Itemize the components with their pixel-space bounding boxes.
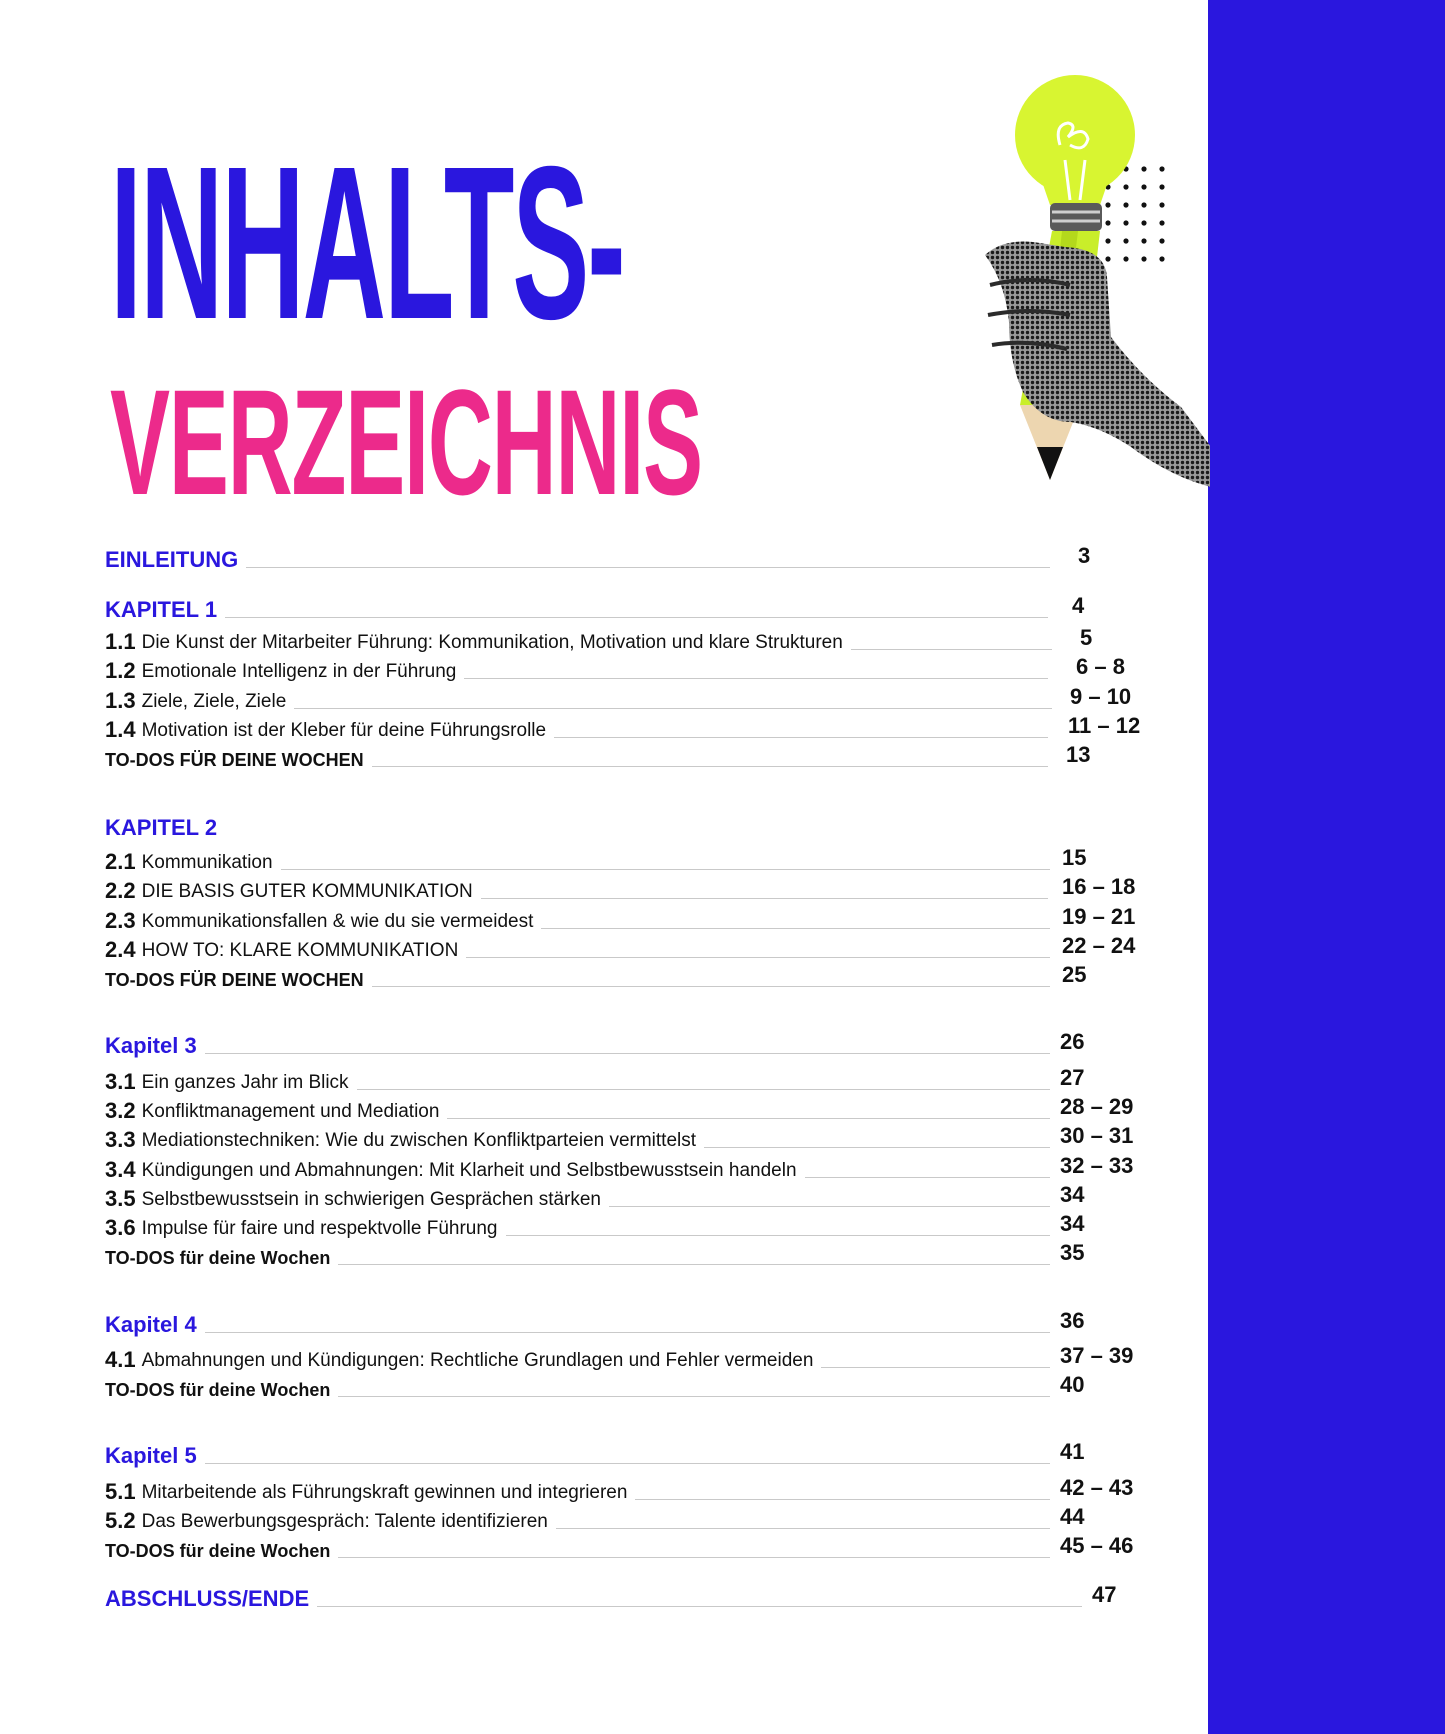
toc-leader-line bbox=[481, 898, 1048, 899]
toc-item-row[interactable] bbox=[105, 1093, 1058, 1123]
toc-page-number: 15 bbox=[1062, 845, 1087, 870]
toc-leader-line bbox=[821, 1367, 1050, 1368]
toc-item-number: 2.1 bbox=[105, 849, 136, 874]
toc-entry-label: Ein ganzes Jahr im Blick bbox=[141, 1072, 349, 1093]
toc-entry-label: Mitarbeitende als Führungskraft gewinnen und integrieren bbox=[141, 1482, 628, 1503]
toc-chapter-row[interactable] bbox=[105, 1581, 1090, 1611]
toc-page-number: 44 bbox=[1060, 1504, 1085, 1529]
toc-chapter-row[interactable] bbox=[105, 592, 1056, 622]
toc-entry-label: TO-DOS für deine Wochen bbox=[105, 1248, 331, 1268]
toc-entry-label: Emotionale Intelligenz in der Führung bbox=[141, 661, 457, 682]
toc-page-number: 34 bbox=[1060, 1182, 1085, 1207]
toc-leader-line bbox=[205, 1053, 1050, 1054]
toc-todo-row[interactable] bbox=[105, 961, 1058, 991]
toc-item-row[interactable] bbox=[105, 932, 1058, 962]
toc-page-number: 28 – 29 bbox=[1060, 1094, 1134, 1119]
toc-page-number: 11 – 12 bbox=[1068, 713, 1141, 738]
toc-entry-label: Mediationstechniken: Wie du zwischen Konfliktparteien vermittelst bbox=[141, 1130, 697, 1151]
toc-leader-line bbox=[338, 1396, 1050, 1397]
toc-leader-line bbox=[447, 1118, 1050, 1119]
toc-item-number: 5.2 bbox=[105, 1508, 136, 1533]
toc-item-row[interactable] bbox=[105, 1503, 1058, 1533]
toc-leader-line bbox=[294, 708, 1052, 709]
toc-leader-line bbox=[372, 766, 1048, 767]
toc-entry-label: KAPITEL 1 bbox=[105, 597, 218, 622]
toc-entry-label: TO-DOS für deine Wochen bbox=[105, 1541, 331, 1561]
toc-item-row[interactable] bbox=[105, 903, 1058, 933]
toc-item-number: 3.1 bbox=[105, 1069, 136, 1094]
toc-item-row[interactable] bbox=[105, 624, 1060, 654]
toc-page-number: 27 bbox=[1060, 1065, 1085, 1090]
toc-entry-label: Abmahnungen und Kündigungen: Rechtliche Grundlagen und Fehler vermeiden bbox=[141, 1350, 814, 1371]
toc-entry-label: HOW TO: KLARE KOMMUNIKATION bbox=[141, 940, 459, 961]
toc-item-row[interactable] bbox=[105, 1152, 1058, 1182]
toc-page-number: 45 – 46 bbox=[1060, 1533, 1134, 1558]
toc-entry-label: Die Kunst der Mitarbeiter Führung: Kommunikation, Motivation und klare Strukturen bbox=[141, 632, 843, 653]
toc-todo-row[interactable] bbox=[105, 1371, 1058, 1401]
toc-item-row[interactable] bbox=[105, 712, 1056, 742]
toc-leader-line bbox=[609, 1206, 1050, 1207]
toc-chapter-row[interactable] bbox=[105, 1307, 1058, 1337]
toc-page-number: 3 bbox=[1078, 543, 1091, 568]
title-line-2: VERZEICHNIS bbox=[110, 358, 702, 526]
toc-leader-line bbox=[556, 1528, 1050, 1529]
toc-entry-label: TO-DOS für deine Wochen bbox=[105, 1380, 331, 1400]
toc-page-number: 6 – 8 bbox=[1076, 654, 1125, 679]
toc-item-row[interactable] bbox=[105, 1122, 1058, 1152]
toc-leader-line bbox=[338, 1557, 1050, 1558]
toc-entry-label: Kapitel 5 bbox=[105, 1443, 197, 1468]
toc-leader-line bbox=[246, 567, 1050, 568]
toc-item-row[interactable] bbox=[105, 1342, 1058, 1372]
toc-page-number: 42 – 43 bbox=[1060, 1475, 1134, 1500]
toc-leader-line bbox=[541, 928, 1050, 929]
toc-leader-line bbox=[635, 1499, 1050, 1500]
toc-todo-row[interactable] bbox=[105, 1532, 1058, 1562]
toc-page-number: 32 – 33 bbox=[1060, 1153, 1134, 1178]
toc-entry-label: Kündigungen und Abmahnungen: Mit Klarheit und Selbstbewusstsein handeln bbox=[141, 1160, 797, 1181]
toc-entry-label: EINLEITUNG bbox=[105, 547, 239, 572]
toc-item-row[interactable] bbox=[105, 1064, 1058, 1094]
toc-leader-line bbox=[205, 1463, 1050, 1464]
toc-item-number: 3.6 bbox=[105, 1215, 136, 1240]
toc-page-number: 41 bbox=[1060, 1439, 1085, 1464]
toc-leader-line bbox=[466, 957, 1050, 958]
toc-item-number: 3.3 bbox=[105, 1127, 136, 1152]
toc-page-number: 5 bbox=[1080, 625, 1093, 650]
toc-entry-label: Kommunikationsfallen & wie du sie vermeidest bbox=[141, 911, 534, 932]
toc-entry-label: Kapitel 4 bbox=[105, 1312, 197, 1337]
toc-entry-label: KAPITEL 2 bbox=[105, 815, 218, 840]
toc-item-row[interactable] bbox=[105, 844, 1058, 874]
toc-entry-label: ABSCHLUSS/ENDE bbox=[105, 1586, 310, 1611]
toc-entry-label: Das Bewerbungsgespräch: Talente identifizieren bbox=[141, 1511, 548, 1532]
toc-entry-label: Motivation ist der Kleber für deine Führungsrolle bbox=[141, 720, 547, 741]
sidebar-color-bar bbox=[1208, 0, 1445, 1734]
toc-item-number: 2.4 bbox=[105, 937, 136, 962]
toc-page-number: 36 bbox=[1060, 1308, 1085, 1333]
toc-entry-label: Kommunikation bbox=[141, 852, 273, 873]
toc-page-number: 9 – 10 bbox=[1070, 684, 1132, 709]
toc-chapter-row[interactable] bbox=[105, 542, 1058, 572]
toc-leader-line bbox=[338, 1264, 1050, 1265]
toc-leader-line bbox=[464, 678, 1048, 679]
toc-item-number: 1.2 bbox=[105, 658, 136, 683]
toc-item-number: 3.4 bbox=[105, 1157, 136, 1182]
toc-chapter-row[interactable] bbox=[105, 1438, 1058, 1468]
toc-leader-line bbox=[205, 1332, 1050, 1333]
toc-item-row[interactable] bbox=[105, 653, 1056, 683]
toc-item-number: 3.2 bbox=[105, 1098, 136, 1123]
toc-page-number: 4 bbox=[1072, 593, 1085, 618]
toc-leader-line bbox=[851, 649, 1052, 650]
toc-item-number: 4.1 bbox=[105, 1347, 136, 1372]
toc-item-number: 2.3 bbox=[105, 908, 136, 933]
toc-page-number: 13 bbox=[1066, 742, 1091, 767]
toc-item-row[interactable] bbox=[105, 683, 1060, 713]
toc-todo-row[interactable] bbox=[105, 1239, 1058, 1269]
toc-entry-label: Selbstbewusstsein in schwierigen Gesprächen stärken bbox=[141, 1189, 601, 1210]
toc-page-number: 22 – 24 bbox=[1062, 933, 1136, 958]
toc-page-number: 30 – 31 bbox=[1060, 1123, 1134, 1148]
toc-entry-label: Ziele, Ziele, Ziele bbox=[141, 691, 287, 712]
toc-leader-line bbox=[317, 1606, 1082, 1607]
toc-entry-label: DIE BASIS GUTER KOMMUNIKATION bbox=[141, 881, 473, 902]
toc-item-number: 3.5 bbox=[105, 1186, 136, 1211]
toc-leader-line bbox=[506, 1235, 1050, 1236]
toc-item-row[interactable] bbox=[105, 1474, 1058, 1504]
toc-page-number: 37 – 39 bbox=[1060, 1343, 1134, 1368]
toc-page-number: 40 bbox=[1060, 1372, 1085, 1397]
toc-leader-line bbox=[554, 737, 1048, 738]
toc-entry-label: Impulse für faire und respektvolle Führung bbox=[141, 1218, 498, 1239]
toc-item-row[interactable] bbox=[105, 1210, 1058, 1240]
toc-todo-row[interactable] bbox=[105, 741, 1056, 771]
title-line-1: INHALTS- bbox=[110, 122, 624, 365]
toc-item-number: 1.4 bbox=[105, 717, 136, 742]
toc-page-number: 16 – 18 bbox=[1062, 874, 1136, 899]
toc-leader-line bbox=[372, 986, 1050, 987]
toc-item-row[interactable] bbox=[105, 1181, 1058, 1211]
toc-page-number: 19 – 21 bbox=[1062, 904, 1136, 929]
toc-entry-label: Konfliktmanagement und Mediation bbox=[141, 1101, 440, 1122]
toc-leader-line bbox=[357, 1089, 1050, 1090]
toc-leader-line bbox=[805, 1177, 1050, 1178]
toc-entry-label: TO-DOS FÜR DEINE WOCHEN bbox=[105, 970, 364, 990]
toc-entry-label: Kapitel 3 bbox=[105, 1033, 197, 1058]
toc-item-number: 1.1 bbox=[105, 629, 136, 654]
toc-leader-line bbox=[704, 1147, 1050, 1148]
toc-leader-line bbox=[225, 617, 1048, 618]
toc-page-number: 34 bbox=[1060, 1211, 1085, 1236]
toc-item-row[interactable] bbox=[105, 873, 1056, 903]
toc-chapter-row[interactable] bbox=[105, 810, 1060, 840]
toc-page-number: 26 bbox=[1060, 1029, 1085, 1054]
toc-page-number: 25 bbox=[1062, 962, 1087, 987]
toc-item-number: 2.2 bbox=[105, 878, 136, 903]
toc-item-number: 1.3 bbox=[105, 688, 136, 713]
toc-leader-line bbox=[281, 869, 1050, 870]
toc-entry-label: TO-DOS FÜR DEINE WOCHEN bbox=[105, 750, 364, 770]
toc-page-number: 35 bbox=[1060, 1240, 1085, 1265]
toc-chapter-row[interactable] bbox=[105, 1028, 1058, 1058]
toc-item-number: 5.1 bbox=[105, 1479, 136, 1504]
toc-page-number: 47 bbox=[1092, 1582, 1117, 1607]
